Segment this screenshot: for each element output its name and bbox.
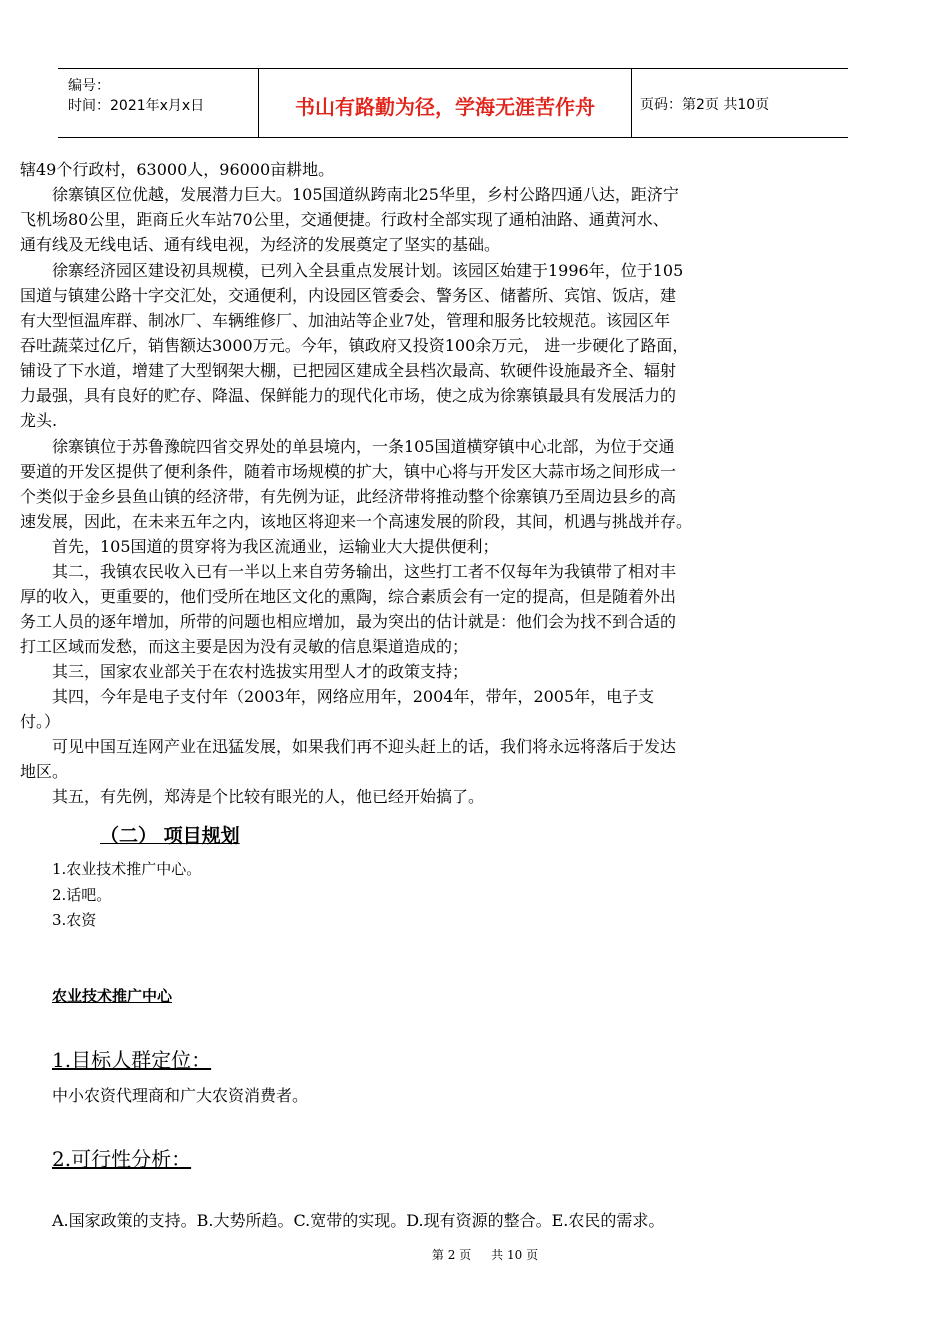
paragraph-line: 徐寨镇位于苏鲁豫皖四省交界处的单县境内，一条105国道横穿镇中心北部，为位于交通	[52, 437, 675, 456]
page-footer	[0, 1246, 950, 1263]
paragraph-line: 可见中国互连网产业在迅猛发展，如果我们再不迎头赶上的话，我们将永远将落后于发达	[52, 737, 677, 756]
paragraph-line: 徐寨镇区位优越，发展潜力巨大。105国道纵跨南北25华里，乡村公路四通八达，距济宁	[52, 185, 679, 204]
header-number: 编号：	[68, 78, 110, 94]
paragraph-line: 通有线及无线电话、通有线电视，为经济的发展奠定了坚实的基础。	[20, 235, 501, 254]
paragraph-line: 务工人员的逐年增加，所带的问题也相应增加，最为突出的估计就是：他们会为找不到合适的	[20, 612, 677, 631]
list-item: 3.农资	[52, 911, 97, 929]
header-motto: 书山有路勤为径，学海无涯苦作舟	[295, 95, 595, 119]
paragraph-line: 有大型恒温库群、制冰厂、车辆维修厂、加油站等企业7处，管理和服务比较规范。该园区年	[20, 311, 671, 330]
footer-total: 共 10 页	[491, 1248, 539, 1262]
paragraph-line: 厚的收入，更重要的，他们受所在地区文化的熏陶，综合素质会有一定的提高，但是随着外出	[20, 587, 677, 606]
paragraph-line: 速发展，因此，在未来五年之内，该地区将迎来一个高速发展的阶段，其间，机遇与挑战并存。	[20, 512, 693, 531]
header-motto-cell	[259, 69, 632, 137]
section-heading: （二） 项目规划	[100, 825, 240, 847]
paragraph-line: 徐寨经济园区建设初具规模，已列入全县重点发展计划。该园区始建于1996年，位于105	[52, 261, 684, 280]
header-meta-cell	[58, 69, 259, 137]
paragraph-line: 其二，我镇农民收入已有一半以上来自劳务输出，这些打工者不仅每年为我镇带了相对丰	[52, 562, 677, 581]
paragraph-line: 付。）	[20, 712, 61, 731]
paragraph-line: 其五，有先例，郑涛是个比较有眼光的人，他已经开始搞了。	[52, 787, 485, 806]
header-time: 时间：2021年x月x日	[68, 98, 205, 114]
paragraph-line: 龙头.	[20, 411, 58, 430]
paragraph-line: 吞吐蔬菜过亿斤，销售额达3000万元。今年，镇政府又投资100余万元， 进一步硬化了路面，	[20, 336, 689, 355]
paragraph-line: 地区。	[20, 762, 69, 781]
paragraph-line: 铺设了下水道，增建了大型钢架大棚，已把园区建成全县档次最高、软硬件设施最齐全、辐射	[20, 361, 677, 380]
subsection-title: 农业技术推广中心	[52, 987, 173, 1005]
paragraph-line: 辖49个行政村，63000人，96000亩耕地。	[20, 160, 335, 179]
feasibility-text: A.国家政策的支持。B.大势所趋。C.宽带的实现。D.现有资源的整合。E.农民的需求。	[52, 1211, 665, 1230]
paragraph-line: 其四，今年是电子支付年（2003年，网络应用年，2004年，带年，2005年，电子支	[52, 687, 655, 706]
page-header	[58, 68, 848, 138]
paragraph-line: 力最强，具有良好的贮存、降温、保鲜能力的现代化市场，使之成为徐寨镇最具有发展活力的	[20, 386, 677, 405]
paragraph-line: 国道与镇建公路十字交汇处，交通便利，内设园区管委会、警务区、储蓄所、宾馆、饭店，建	[20, 286, 677, 305]
header-page-number: 页码：第2页 共10页	[640, 97, 770, 113]
paragraph-line: 要道的开发区提供了便利条件，随着市场规模的扩大，镇中心将与开发区大蒜市场之间形成一	[20, 462, 677, 481]
footer-page: 第 2 页	[431, 1248, 472, 1262]
list-item: 1.农业技术推广中心。	[52, 860, 202, 878]
paragraph-line: 打工区域而发愁，而这主要是因为没有灵敏的信息渠道造成的；	[20, 637, 469, 656]
target-text: 中小农资代理商和广大农资消费者。	[52, 1086, 309, 1105]
target-heading: 1.目标人群定位：	[52, 1048, 212, 1072]
list-item: 2.话吧。	[52, 886, 112, 904]
paragraph-line: 其三，国家农业部关于在农村选拔实用型人才的政策支持；	[52, 662, 469, 681]
feasibility-heading: 2.可行性分析：	[52, 1147, 192, 1171]
paragraph-line: 首先，105国道的贯穿将为我区流通业，运输业大大提供便利；	[52, 537, 499, 556]
paragraph-line: 个类似于金乡县鱼山镇的经济带，有先例为证，此经济带将推动整个徐寨镇乃至周边县乡的高	[20, 487, 677, 506]
paragraph-line: 飞机场80公里，距商丘火车站70公里，交通便捷。行政村全部实现了通柏油路、通黄河水、	[20, 210, 669, 229]
